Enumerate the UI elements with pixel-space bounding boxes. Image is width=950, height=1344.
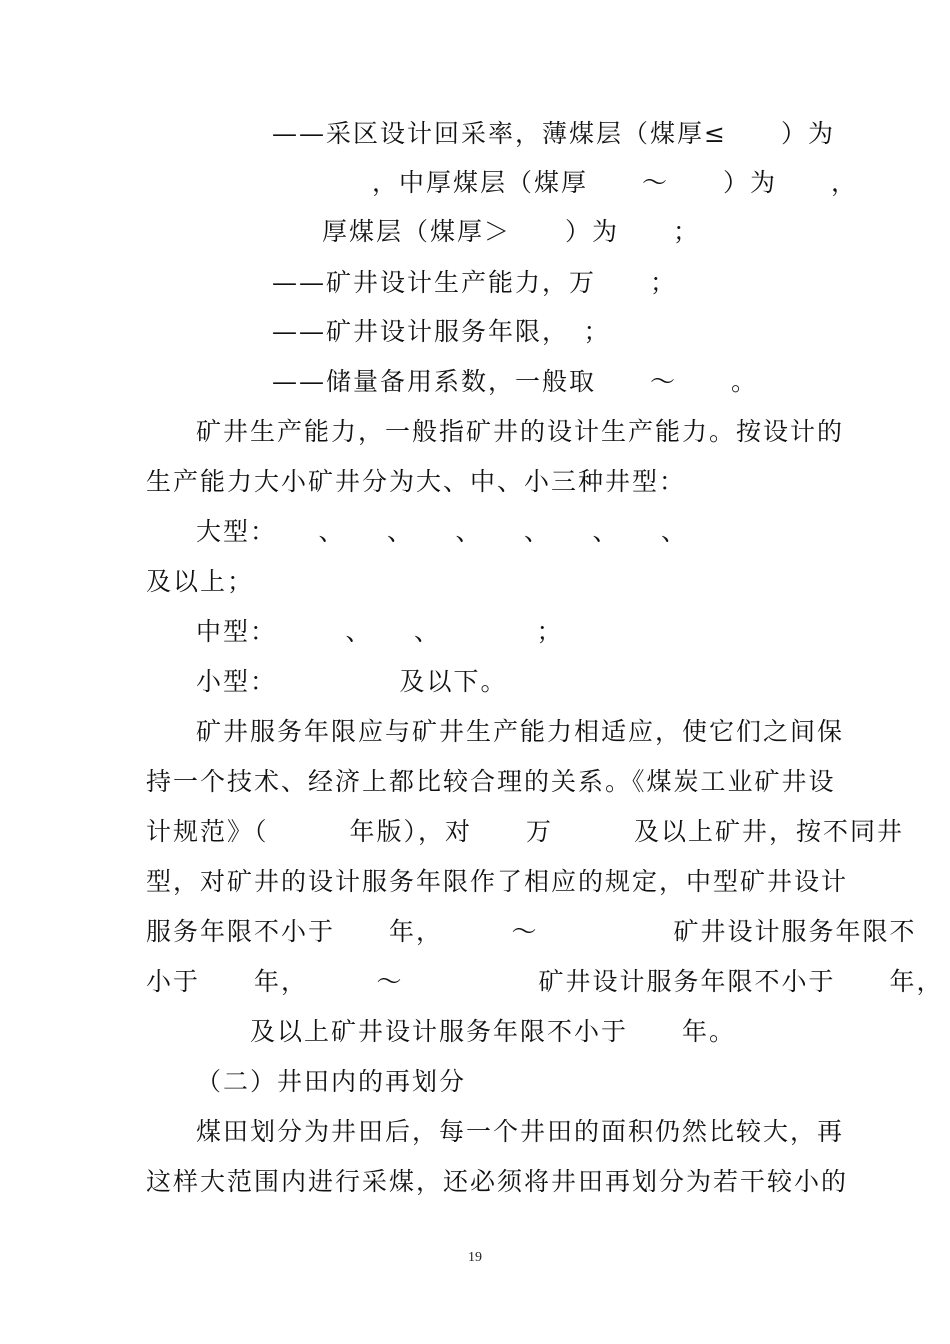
text-line-2: ，中厚煤层（煤厚 ～ ）为 ， (372, 168, 859, 197)
text-line-6: ——储量备用系数，一般取 ～ 。 (272, 367, 759, 396)
paragraph-service-life-line-1: 矿井服务年限应与矿井生产能力相适应，使它们之间保 (196, 717, 845, 746)
paragraph-subdivision-line-2: 这样大范围内进行采煤，还必须将井田再划分为若干较小的 (146, 1167, 849, 1196)
large-type-continuation: 及以上； (146, 567, 255, 596)
paragraph-service-life-line-2: 持一个技术、经济上都比较合理的关系。《煤炭工业矿井设 (146, 767, 836, 796)
text-line-3: 厚煤层（煤厚＞ ）为 ； (322, 217, 701, 246)
text-line-1: ——采区设计回采率，薄煤层（煤厚≤ ）为 (272, 119, 835, 148)
paragraph-service-life-line-4: 型，对矿井的设计服务年限作了相应的规定，中型矿井设计 (146, 867, 849, 896)
page-number: 19 (468, 1250, 482, 1265)
paragraph-production-capacity-line-2: 生产能力大小矿井分为大、中、小三种井型： (146, 467, 687, 496)
text-line-5: ——矿井设计服务年限， ； (272, 317, 611, 346)
small-type-line: 小型： 及以下。 (196, 667, 508, 696)
medium-type-line: 中型： 、 、 ； (196, 617, 564, 646)
paragraph-service-life-line-7: 及以上矿井设计服务年限不小于 年。 (250, 1017, 737, 1046)
paragraph-production-capacity-line-1: 矿井生产能力，一般指矿井的设计生产能力。按设计的 (196, 417, 845, 446)
text-line-4: ——矿井设计生产能力，万 ； (272, 268, 678, 297)
large-type-line: 大型： 、 、 、 、 、 、 (196, 517, 689, 546)
paragraph-service-life-line-5: 服务年限不小于 年， ～ 矿井设计服务年限不 (146, 917, 917, 946)
paragraph-service-life-line-6: 小于 年， ～ 矿井设计服务年限不小于 年， (146, 967, 944, 996)
section-heading: （二）井田内的再划分 (196, 1067, 467, 1096)
paragraph-service-life-line-3: 计规范》（ 年版），对 万 及以上矿井，按不同井 (146, 817, 905, 846)
paragraph-subdivision-line-1: 煤田划分为井田后，每一个井田的面积仍然比较大，再 (196, 1117, 845, 1146)
